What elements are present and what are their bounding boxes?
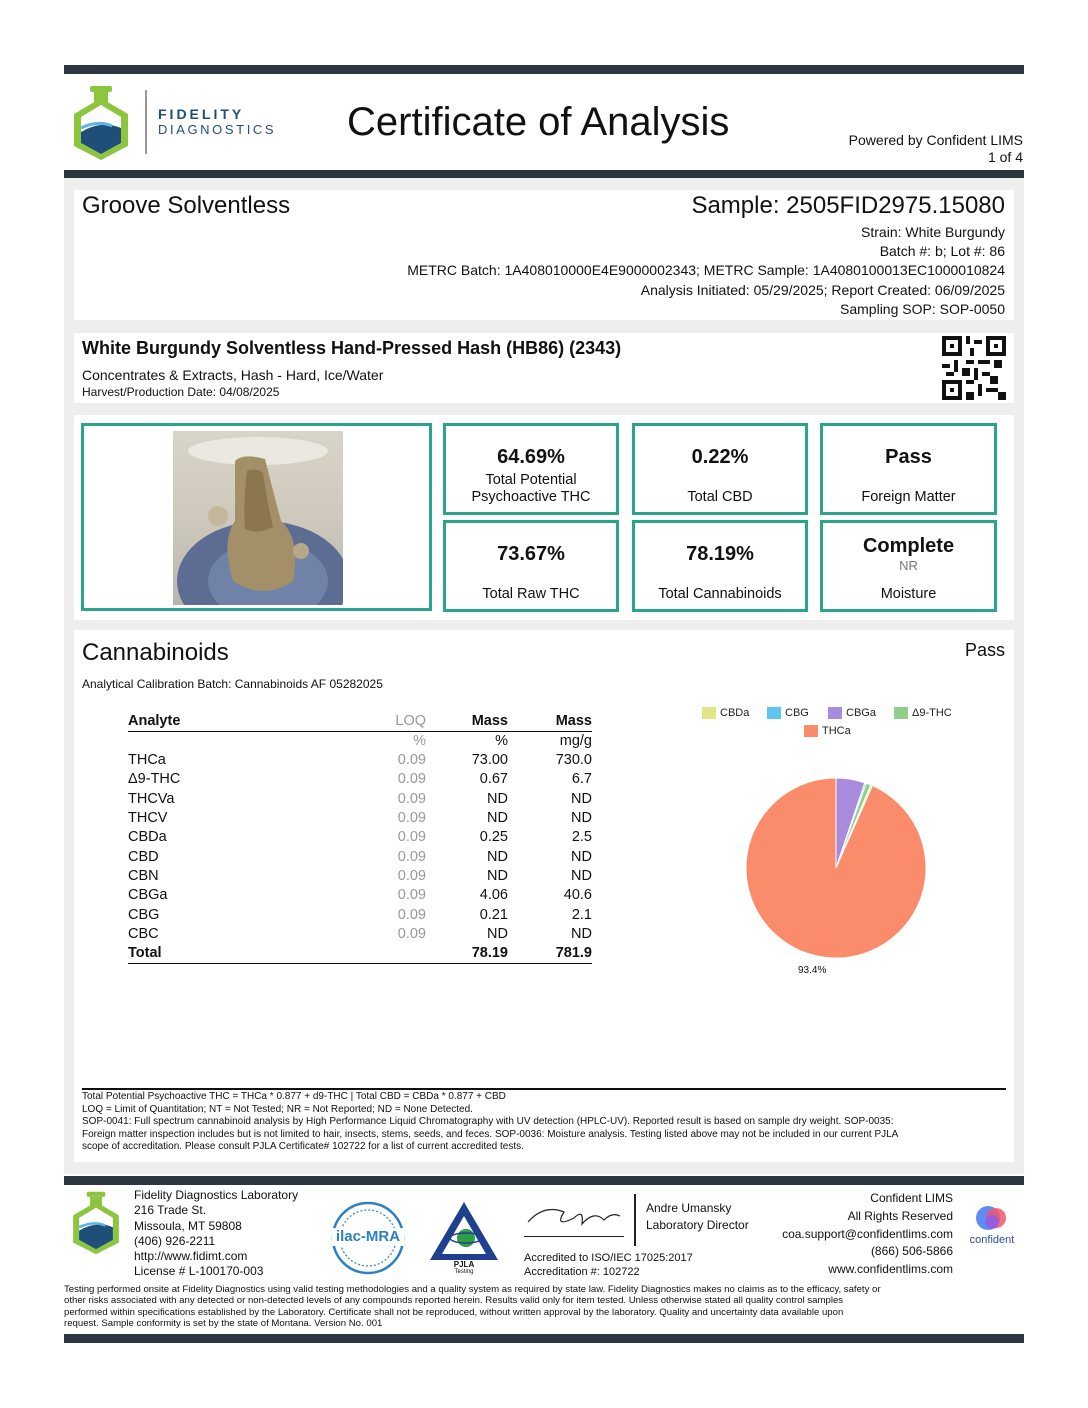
product-name: White Burgundy Solventless Hand-Pressed Hash (HB86) (2343)	[82, 338, 622, 358]
tile-total-thc-value: 64.69%	[497, 446, 565, 468]
analysis-dates: Analysis Initiated: 05/29/2025; Report Created: 06/09/2025	[640, 282, 1005, 298]
cannabinoids-status: Pass	[964, 640, 1005, 660]
mass-mgg-value: 2.1	[571, 906, 592, 923]
tile-moisture-value: Complete	[862, 535, 955, 557]
lab-name: Fidelity Diagnostics Laboratory	[134, 1188, 299, 1202]
col-analyte: Analyte	[128, 712, 288, 732]
tile-total-raw-thc	[443, 520, 619, 612]
calibration-batch: Analytical Calibration Batch: Cannabinoids AF 05282025	[82, 677, 383, 691]
tile-total-cannabinoids-label: Total Cannabinoids	[658, 586, 782, 602]
legend-label: CBGa	[846, 707, 876, 719]
tile-foreign-matter	[820, 423, 997, 515]
total-label: Total	[128, 944, 288, 964]
legend-item	[804, 725, 851, 737]
confident-info	[782, 1190, 953, 1279]
lab-name-line1: FIDELITY	[158, 106, 245, 122]
legend-label: Δ9-THC	[912, 707, 952, 719]
legend-swatch	[894, 707, 908, 719]
disclaimer-line: Testing performed onsite at Fidelity Diagnostics using valid testing methodologies and a quality system as required by state law. Fidelity Diagnostics makes no claims as to the efficacy, safety or	[64, 1284, 881, 1295]
powered-by: Powered by Confident LIMS	[848, 132, 1023, 148]
table-row	[128, 770, 592, 789]
analyte-name: CBDa	[128, 829, 167, 846]
lab-street: 216 Trade St.	[134, 1203, 207, 1218]
table-row	[128, 809, 592, 828]
sampling-sop: Sampling SOP: SOP-0050	[840, 301, 1005, 317]
sample-id: Sample: 2505FID2975.15080	[691, 192, 1005, 219]
loq-value: 0.09	[397, 848, 426, 865]
lab-website[interactable]: http://www.fidimt.com	[134, 1249, 248, 1264]
mass-pct-value: ND	[487, 867, 508, 884]
tile-total-cbd	[632, 423, 808, 515]
total-row	[128, 944, 592, 964]
unit-mass-pct: %	[495, 733, 508, 749]
director-name: Andre Umansky	[646, 1201, 732, 1215]
product-category: Concentrates & Extracts, Hash - Hard, Ice/Water	[82, 367, 384, 383]
analyte-name: CBC	[128, 925, 159, 942]
cannabinoid-pie-chart	[740, 772, 932, 964]
total-mass-mgg: 781.9	[508, 944, 592, 964]
confident-website[interactable]: www.confidentlims.com	[828, 1262, 953, 1277]
legend-swatch	[767, 707, 781, 719]
table-row	[128, 905, 592, 924]
analyte-name: THCVa	[128, 790, 175, 807]
legend-item	[894, 707, 952, 719]
legend-swatch	[702, 707, 716, 719]
fidelity-logo	[68, 84, 134, 162]
tile-total-thc-label1: Total Potential	[485, 472, 577, 488]
disclaimer	[64, 1284, 1024, 1329]
footer-logo	[68, 1190, 124, 1256]
tile-total-cbd-label: Total CBD	[687, 489, 753, 505]
mass-mgg-value: ND	[571, 848, 592, 865]
ilac-text: ilac-MRA	[335, 1228, 401, 1245]
analyte-name: CBN	[128, 867, 159, 884]
pjla-text: PJLA	[453, 1260, 475, 1269]
tile-moisture	[820, 520, 997, 612]
mass-mgg-value: 2.5	[571, 829, 592, 846]
signature-line	[524, 1236, 624, 1237]
analyte-name: CBGa	[128, 887, 168, 904]
table-row	[128, 847, 592, 866]
table-row	[128, 867, 592, 886]
lab-phone: (406) 926-2211	[134, 1233, 216, 1248]
table-row	[128, 751, 592, 770]
notes	[82, 1091, 1006, 1154]
col-loq: LOQ	[288, 712, 426, 732]
director-signature	[524, 1198, 624, 1234]
confident-email[interactable]: coa.support@confidentlims.com	[782, 1226, 953, 1241]
tile-moisture-sub: NR	[899, 558, 918, 573]
analyte-name: Δ9-THC	[128, 771, 181, 788]
mass-pct-value: 4.06	[479, 887, 508, 904]
tile-total-cbd-value: 0.22%	[691, 446, 749, 468]
table-row	[128, 790, 592, 809]
header-bottom-bar	[64, 170, 1024, 178]
mass-pct-value: 73.00	[471, 752, 508, 769]
notes-divider	[82, 1088, 1006, 1090]
unit-mass-mgg: mg/g	[559, 733, 592, 749]
accredited-iso: Accredited to ISO/IEC 17025:2017	[524, 1252, 693, 1264]
mass-mgg-value: 730.0	[555, 752, 592, 769]
sample-photo	[173, 431, 343, 605]
signature-divider	[634, 1194, 636, 1246]
analyte-name: THCa	[128, 752, 166, 769]
total-mass-pct: 78.19	[426, 944, 508, 964]
lab-license: License # L-100170-003	[134, 1264, 264, 1279]
mass-mgg-value: ND	[571, 810, 592, 827]
harvest-date: Harvest/Production Date: 04/08/2025	[82, 385, 280, 399]
sample-photo-frame	[81, 423, 432, 611]
strain: Strain: White Burgundy	[861, 224, 1005, 240]
batch-lot: Batch #: b; Lot #: 86	[879, 243, 1005, 259]
mass-pct-value: ND	[487, 848, 508, 865]
mass-pct-value: 0.67	[479, 771, 508, 788]
total-loq	[288, 944, 426, 964]
loq-value: 0.09	[397, 867, 426, 884]
note-line: Foreign matter inspection includes but is not limited to hair, insects, stems, seeds, and feces. SOP-0036: Moisture analysis. Testing listed above may not be included in our current PJLA	[82, 1128, 899, 1140]
tile-total-raw-thc-value: 73.67%	[497, 543, 565, 565]
table-row	[128, 925, 592, 944]
loq-value: 0.09	[397, 829, 426, 846]
note-line: SOP-0041: Full spectrum cannabinoid analysis by High Performance Liquid Chromatography with UV detection (HPLC-UV). Reported result is based on sample dry weight. SOP-0035:	[82, 1116, 894, 1127]
mass-pct-value: 0.25	[479, 829, 508, 846]
col-mass-pct: Mass	[426, 712, 508, 732]
qr-code	[942, 336, 1006, 400]
director-title: Laboratory Director	[646, 1218, 749, 1232]
cannabinoids-table	[128, 712, 592, 964]
confident-logo	[964, 1202, 1020, 1252]
mass-mgg-value: ND	[571, 925, 592, 942]
disclaimer-line: other risks associated with any detected or non-detected levels of any compounds reported herein. Results valid only for item tested. Unless otherwise stated all quality control samples	[64, 1295, 844, 1307]
confident-logo-text: confident	[969, 1234, 1015, 1246]
tile-total-cannabinoids	[632, 520, 808, 612]
confident-rights: All Rights Reserved	[847, 1208, 953, 1223]
mass-mgg-value: 6.7	[571, 771, 592, 788]
tile-total-cannabinoids-value: 78.19%	[686, 543, 754, 565]
analyte-name: THCV	[128, 810, 168, 827]
lab-name-line2: DIAGNOSTICS	[158, 122, 277, 137]
loq-value: 0.09	[397, 752, 426, 769]
cannabinoids-title: Cannabinoids	[82, 639, 229, 666]
legend-item	[828, 707, 876, 719]
legend-swatch	[828, 707, 842, 719]
tile-foreign-matter-label: Foreign Matter	[861, 489, 956, 505]
tile-total-raw-thc-label: Total Raw THC	[482, 586, 580, 602]
client-name: Groove Solventless	[82, 192, 291, 219]
analyte-name: CBG	[128, 906, 160, 923]
pie-data-label: 93.4%	[798, 965, 827, 976]
confident-name: Confident LIMS	[870, 1191, 953, 1205]
tile-foreign-matter-value: Pass	[885, 446, 932, 468]
note-line: LOQ = Limit of Quantitation; NT = Not Tested; NR = Not Reported; ND = None Detected.	[82, 1103, 473, 1115]
mass-pct-value: 0.21	[479, 906, 508, 923]
legend-item	[767, 707, 809, 719]
mass-pct-value: ND	[487, 925, 508, 942]
pie-slice-thca	[746, 778, 926, 958]
metrc-ids: METRC Batch: 1A408010000E4E9000002343; METRC Sample: 1A4080100013EC1000010824	[407, 262, 1005, 278]
logo-divider	[145, 90, 147, 154]
col-mass-mgg: Mass	[508, 712, 592, 732]
tile-moisture-label: Moisture	[880, 586, 937, 602]
loq-value: 0.09	[397, 925, 426, 942]
disclaimer-line: performed within specifications established by the Laboratory. Certificate shall not be reproduced, without written approval by the laboratory. Quality and uncertainty data available upon	[64, 1306, 844, 1318]
note-line: Total Potential Psychoactive THC = THCa * 0.877 + d9-THC | Total CBD = CBDa * 0.877 + CBD	[82, 1091, 506, 1102]
analyte-name: CBD	[128, 848, 159, 865]
confident-phone: (866) 506-5866	[870, 1244, 953, 1259]
mass-pct-value: ND	[487, 790, 508, 807]
loq-value: 0.09	[397, 790, 426, 807]
footer-top-bar	[64, 1176, 1024, 1185]
lab-city: Missoula, MT 59808	[134, 1218, 242, 1233]
note-line: scope of accreditation. Please consult PJLA Certificate# 102722 for a list of current accredited tests.	[82, 1141, 524, 1152]
mass-mgg-value: 40.6	[563, 887, 592, 904]
mass-mgg-value: ND	[571, 790, 592, 807]
top-bar	[64, 65, 1024, 74]
loq-value: 0.09	[397, 771, 426, 788]
table-row	[128, 886, 592, 905]
tile-total-thc	[443, 423, 619, 515]
loq-value: 0.09	[397, 810, 426, 827]
unit-analyte	[128, 732, 288, 752]
legend-label: CBG	[785, 707, 809, 719]
accreditation-number: Accreditation #: 102722	[524, 1266, 640, 1278]
mass-pct-value: ND	[487, 810, 508, 827]
disclaimer-line: request. Sample conformity is set by the state of Montana. Version No. 001	[64, 1317, 383, 1329]
bottom-bar	[64, 1334, 1024, 1343]
ilac-mra-logo	[330, 1200, 406, 1276]
mass-mgg-value: ND	[571, 867, 592, 884]
unit-loq: %	[413, 733, 426, 749]
legend-item	[702, 707, 749, 719]
footer-lab-info	[134, 1188, 298, 1280]
tile-total-thc-label2: Psychoactive THC	[471, 489, 591, 505]
legend-label: CBDa	[720, 707, 750, 719]
table-row	[128, 828, 592, 847]
legend-label: THCa	[822, 725, 851, 737]
legend-swatch	[804, 725, 818, 737]
loq-value: 0.09	[397, 906, 426, 923]
pjla-sub: Testing	[454, 1269, 474, 1275]
page-title: Certificate of Analysis	[347, 100, 730, 144]
pjla-logo	[428, 1200, 500, 1276]
page-number: 1 of 4	[987, 149, 1023, 165]
loq-value: 0.09	[397, 887, 426, 904]
